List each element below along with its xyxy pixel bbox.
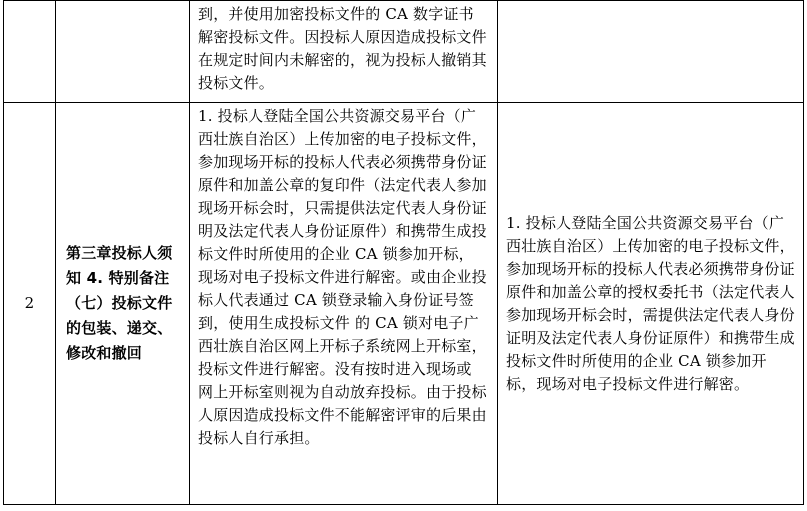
original-text: [190, 103, 498, 505]
original-paragraph: 到，并使用加密投标文件的 CA 数字证书解密投标文件。因投标人原因造成投标文件在规定时间内未解密的，视为投标人撤销其投标文件。: [198, 5, 487, 92]
row-number: [4, 1, 56, 103]
clause-title: 第三章投标人须知 4. 特别备注（七）投标文件的包装、递交、修改和撤回: [56, 103, 190, 505]
table-row: [4, 103, 804, 505]
revised-text: [498, 103, 804, 505]
original-text: [190, 1, 498, 103]
revised-text: [498, 1, 804, 103]
original-paragraph: 1. 投标人登陆全国公共资源交易平台（广西壮族自治区）上传加密的电子投标文件，参加现场开标的投标人代表必须携带身份证原件和加盖公章的复印件（法定代表人参加现场开标会时，只需提供法定代表人身份证明及法定代表人身份证原件）和携带生成投标文件时所使用的企业 CA 锁参加开标，现场对电子投标文件进行解密。或由企业投标人代表通过 CA 锁登录输入身份证号签到，使用生成投标文件 的 CA 锁对电子广西壮族自治区网上开标子系统网上开标室，投标文件进行解密。没有按时进入现场或 网上开标室则视为自动放弃投标。由于投标人原因造成投标文件不能解密评审的后果由投标人自行承担。: [198, 107, 487, 447]
clause-title: [56, 1, 190, 103]
amendment-table: [3, 0, 804, 505]
row-number: 2: [4, 103, 56, 505]
revised-paragraph: 1. 投标人登陆全国公共资源交易平台（广西壮族自治区）上传加密的电子投标文件，参加现场开标的投标人代表必须携带身份证原件和加盖公章的授权委托书（法定代表人参加现场开标会时，需提供法定代表人身份证明及法定代表人身份证原件）和携带生成投标文件时所使用的企业 CA 锁参加开标，现场对电子投标文件进行解密。: [506, 213, 795, 393]
table-row: [4, 1, 804, 103]
